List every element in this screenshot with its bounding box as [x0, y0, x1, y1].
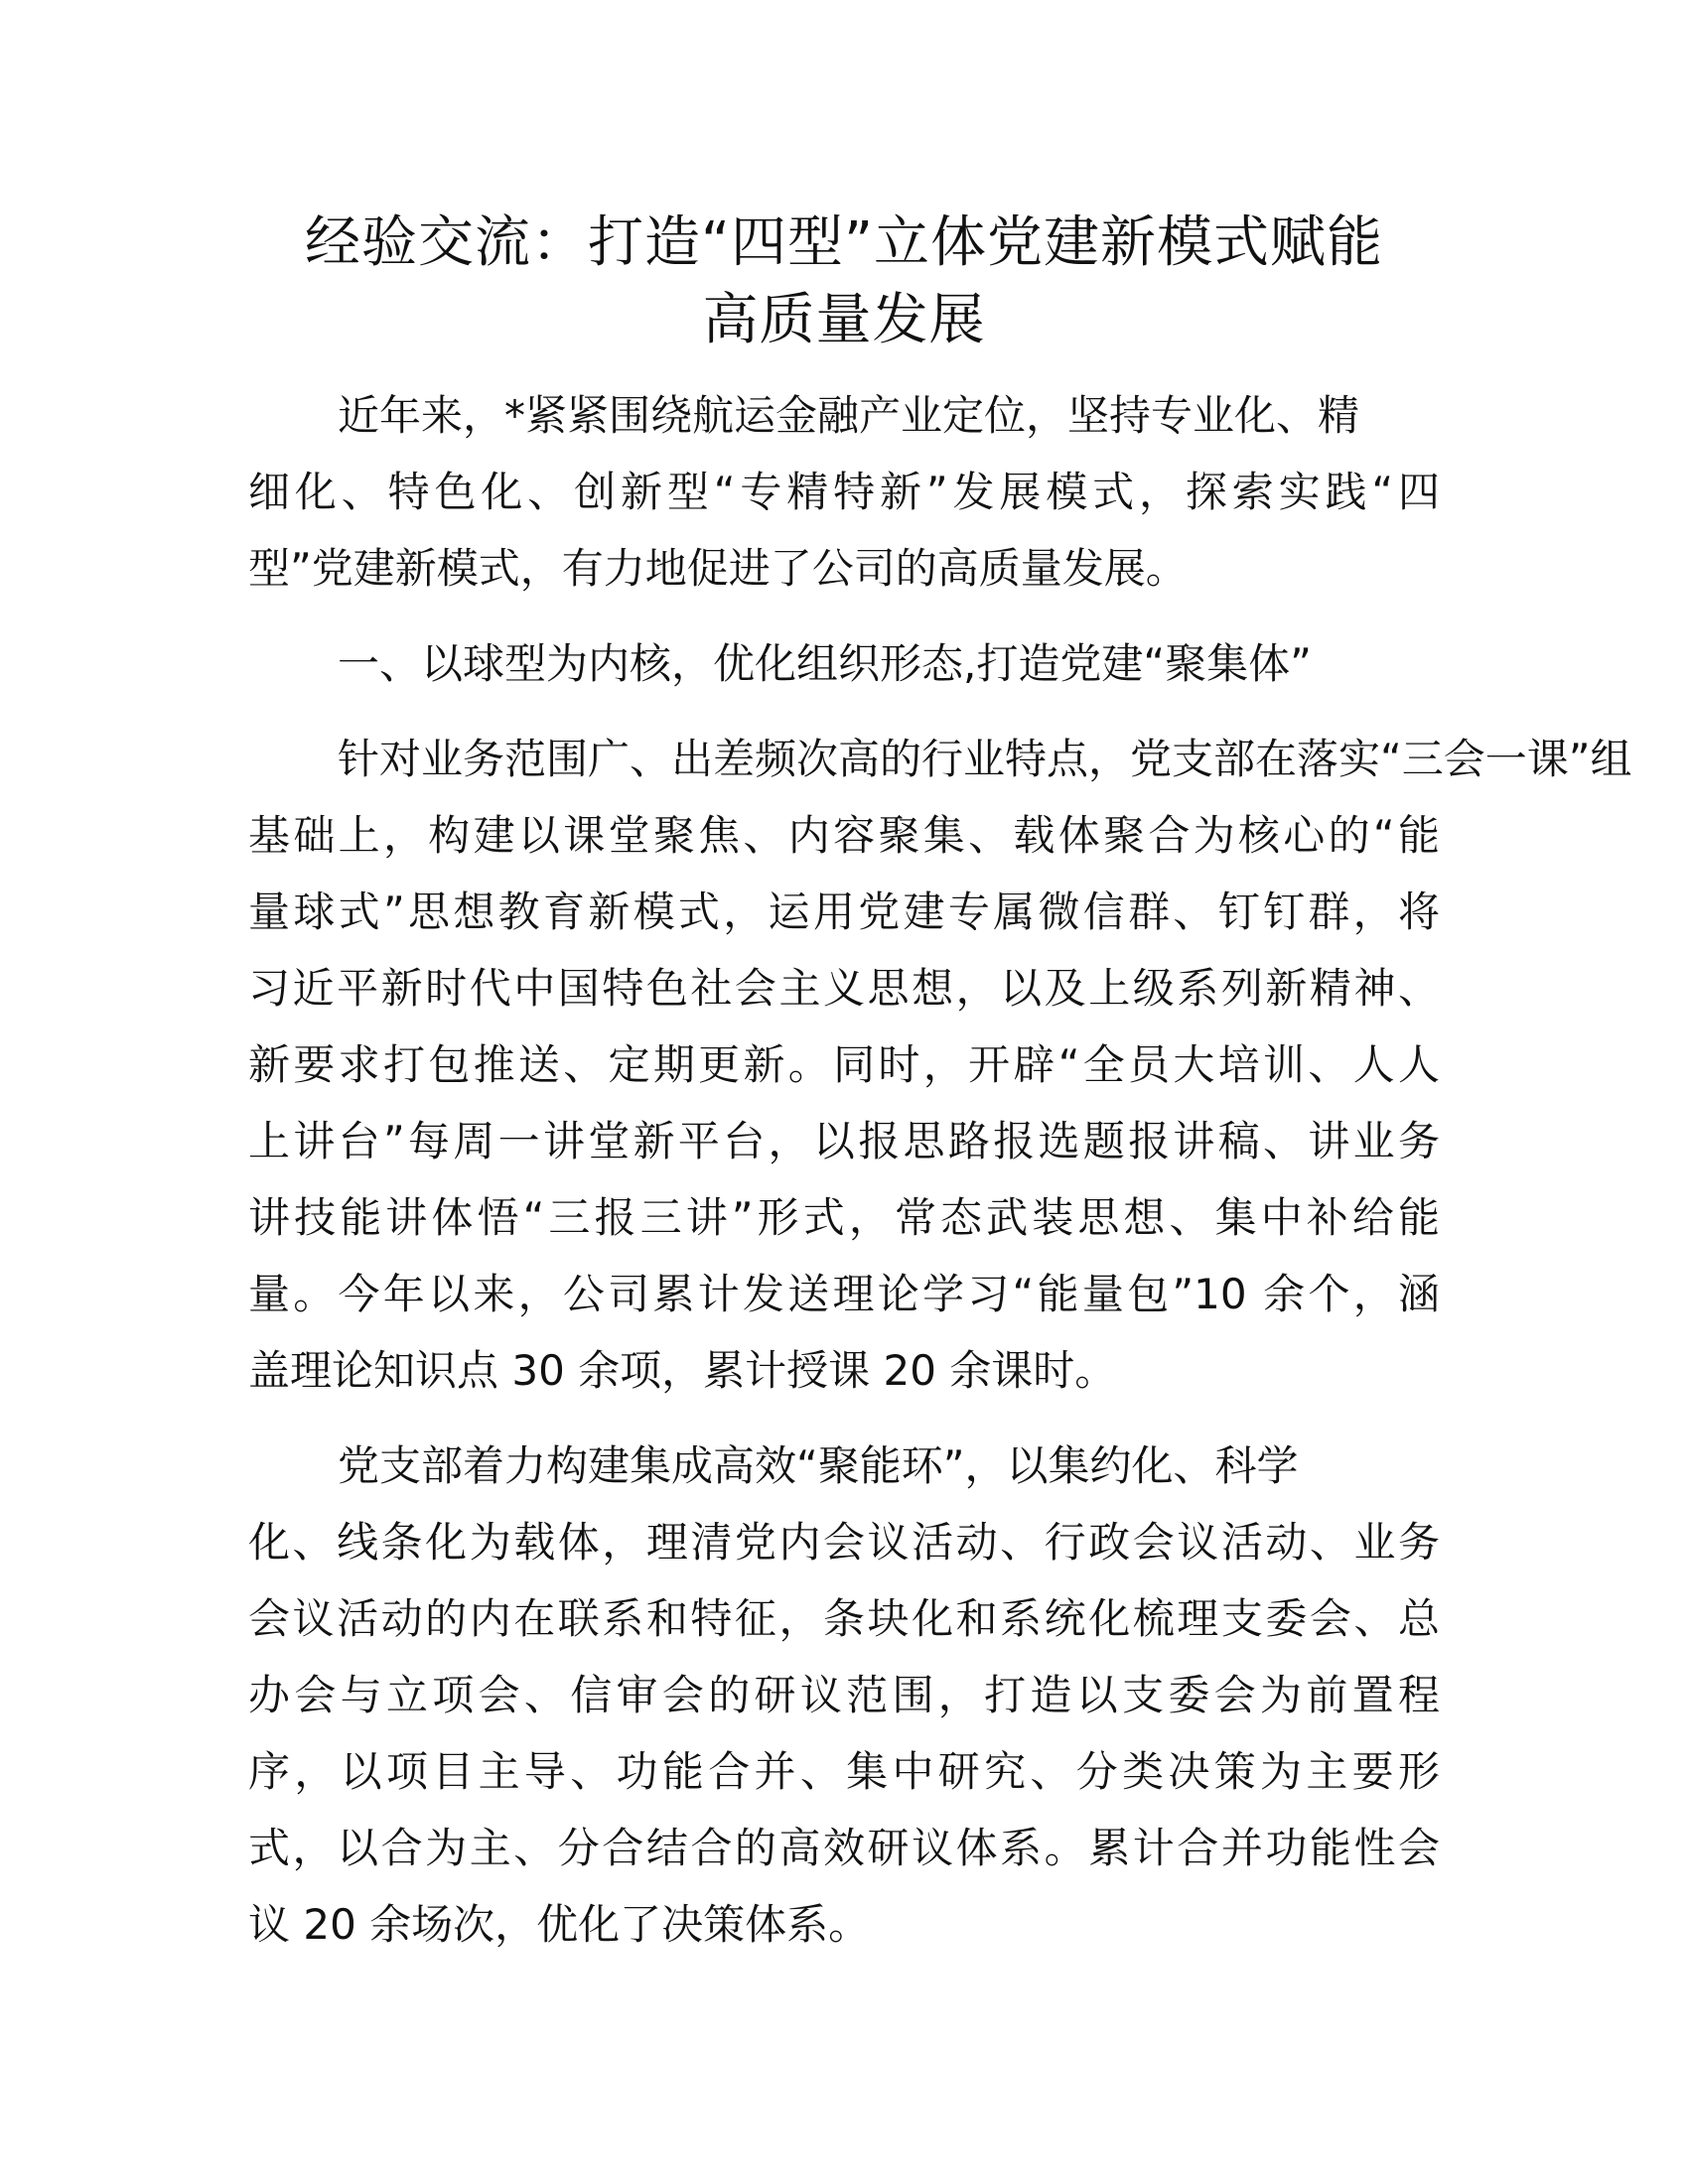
- paragraph-2-line-4: 习近平新时代中国特色社会主义思想，以及上级系列新精神、: [248, 964, 1440, 1013]
- paragraph-3-line-3: 会议活动的内在联系和特征，条块化和系统化梳理支委会、总: [248, 1594, 1440, 1643]
- document-title-line-2: 高质量发展: [702, 288, 986, 352]
- paragraph-2-line-2: 基础上，构建以课堂聚焦、内容聚集、载体聚合为核心的“能: [248, 811, 1440, 860]
- document-title-line-1: 经验交流：打造“四型”立体党建新模式赋能: [304, 210, 1384, 275]
- paragraph-2-line-9: 盖理论知识点 30 余项，累计授课 20 余课时。: [248, 1346, 1117, 1395]
- paragraph-2-line-6: 上讲台”每周一讲堂新平台，以报思路报选题报讲稿、讲业务: [248, 1117, 1440, 1165]
- paragraph-1-line-1: 近年来，*紧紧围绕航运金融产业定位，坚持专业化、精: [338, 391, 1360, 440]
- paragraph-2-line-1: 针对业务范围广、出差频次高的行业特点，党支部在落实“三会一课”组: [338, 735, 1632, 783]
- paragraph-3-line-4: 办会与立项会、信审会的研议范围，打造以支委会为前置程: [248, 1671, 1440, 1719]
- paragraph-3-line-1: 党支部着力构建集成高效“聚能环”，以集约化、科学: [338, 1441, 1299, 1490]
- paragraph-2-line-3: 量球式”思想教育新模式，运用党建专属微信群、钉钉群，将: [248, 887, 1440, 936]
- paragraph-3-line-6: 式，以合为主、分合结合的高效研议体系。累计合并功能性会: [248, 1824, 1440, 1872]
- paragraph-2-line-7: 讲技能讲体悟“三报三讲”形式，常态武装思想、集中补给能: [248, 1193, 1440, 1242]
- paragraph-1-line-2: 细化、特色化、创新型“专精特新”发展模式，探索实践“四: [248, 468, 1440, 516]
- paragraph-3-line-7: 议 20 余场次，优化了决策体系。: [248, 1900, 871, 1949]
- paragraph-2-line-8: 量。今年以来，公司累计发送理论学习“能量包”10 余个，涵: [248, 1270, 1440, 1318]
- paragraph-1-line-3: 型”党建新模式，有力地促进了公司的高质量发展。: [248, 544, 1188, 593]
- section-heading-1: 一、以球型为内核，优化组织形态,打造党建“聚集体”: [338, 639, 1312, 688]
- paragraph-3-line-5: 序，以项目主导、功能合并、集中研究、分类决策为主要形: [248, 1747, 1440, 1796]
- paragraph-2-line-5: 新要求打包推送、定期更新。同时，开辟“全员大培训、人人: [248, 1040, 1440, 1089]
- paragraph-3-line-2: 化、线条化为载体，理清党内会议活动、行政会议活动、业务: [248, 1518, 1440, 1567]
